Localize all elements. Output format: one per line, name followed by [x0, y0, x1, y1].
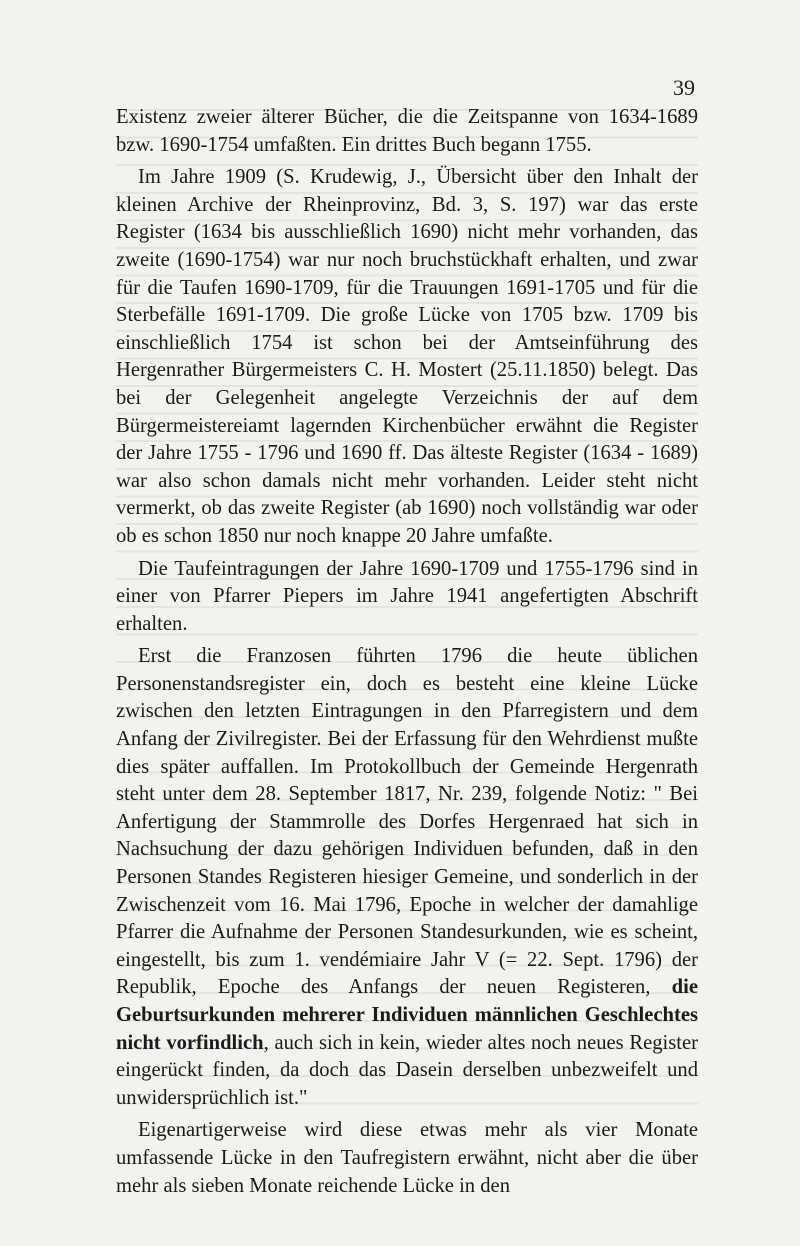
- paragraph-5: Eigenartigerweise wird diese etwas mehr als vier Monate umfassende Lücke in den Taufregistern erwähnt, nicht aber die über mehr als sieben Monate reichende Lücke in den: [116, 1119, 698, 1197]
- body-text: [116, 104, 698, 1205]
- paragraph-3: Die Taufeintragungen der Jahre 1690-1709 und 1755-1796 sind in einer von Pfarrer Piepers im Jahre 1941 angefertigten Abschrift erhalten.: [116, 557, 698, 635]
- paragraph-1: Existenz zweier älterer Bücher, die die Zeitspanne von 1634-1689 bzw. 1690-1754 umfaßten. Ein drittes Buch begann 1755.: [116, 106, 698, 156]
- paragraph-4-bold: die Geburtsurkunden mehrerer Individuen männlichen Geschlechtes nicht vorfindlich: [116, 976, 698, 1054]
- paragraph-4: [116, 643, 698, 1112]
- page-number: 39: [673, 75, 695, 100]
- paragraph-2: Im Jahre 1909 (S. Krudewig, J., Übersicht über den Inhalt der kleinen Archive der Rheinprovinz, Bd. 3, S. 197) war das erste Register (1634 bis ausschließlich 1690) nicht mehr vorhanden, das zweite (1690-1754) war nur noch bruchstückhaft erhalten, und zwar für die Taufen 1690-1709, für die Trauungen 1691-1705 und für die Sterbefälle 1691-1709. Die große Lücke von 1705 bzw. 1709 bis einschließlich 1754 ist schon bei der Amtseinführung des Hergenrather Bürgermeisters C. H. Mostert (25.11.1850) belegt. Das bei der Gelegenheit angelegte Verzeichnis der auf dem Bürgermeistereiamt lagernden Kirchenbücher erwähnt die Register der Jahre 1755 - 1796 und 1690 ff. Das älteste Register (1634 - 1689) war also schon damals nicht mehr vorhanden. Leider steht nicht vermerkt, ob das zweite Register (ab 1690) noch vollständig war oder ob es schon 1850 nur noch knappe 20 Jahre umfaßte.: [116, 166, 698, 547]
- paragraph-4-start: Erst die Franzosen führten 1796 die heute üblichen Personenstandsregister ein, doch es besteht eine kleine Lücke zwischen den letzten Eintragungen in den Pfarregistern und dem Anfang der Zivilregister. Bei der Erfassung für den Wehrdienst mußte dies später auffallen. Im Protokollbuch der Gemeinde Hergenrath steht unter dem 28. September 1817, Nr. 239, folgende Notiz: " Bei Anfertigung der Stammrolle des Dorfes Hergenraed hat sich in Nachsuchung der dazu gehörigen Individuen befunden, daß in den Personen Standes Registeren hiesiger Gemeine, und sonderlich in der Zwischenzeit vom 16. Mai 1796, Epoche in welcher der damahlige Pfarrer die Aufnahme der Personen Standesurkunden, wie es scheint, eingestellt, bis zum 1. vendémiaire Jahr V (= 22. Sept. 1796) der Republik, Epoche des Anfangs der neuen Registeren,: [116, 645, 698, 999]
- paragraph-4-end: , auch sich in kein, wieder altes noch neues Register eingerückt finden, da doch das Dasein derselben unbezweifelt und unwidersprüchlich ist.": [116, 1031, 698, 1109]
